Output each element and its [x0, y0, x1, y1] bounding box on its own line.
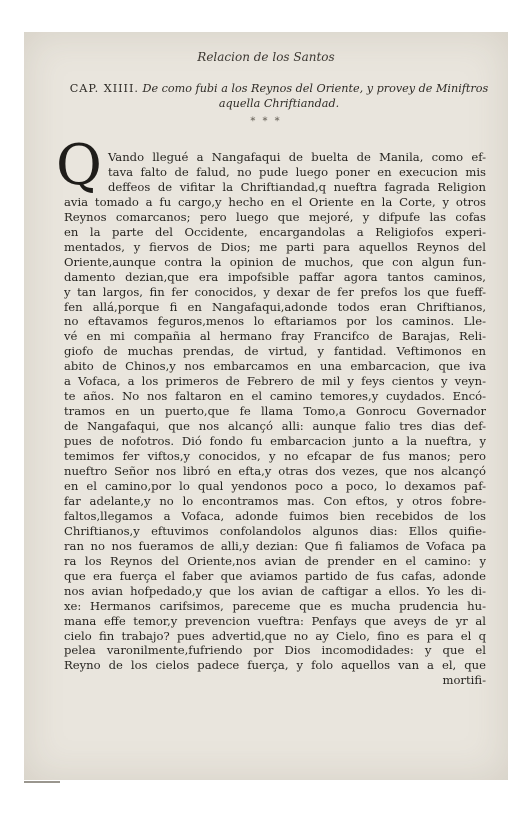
- text-line: y tan largos, fin fer conocidos, y dexar de fer prefos los que fueff-: [64, 284, 486, 299]
- text-line: Reyno de los cielos padece fuerça, y folo aquellos van a el, que: [64, 658, 486, 673]
- chapter-heading: [64, 81, 494, 111]
- text-line: ran no nos fueramos de alli,y dezian: Que fi faliamos de Vofaca pa: [64, 538, 486, 553]
- text-line: tava falto de falud, no pude luego poner en execucion mis: [108, 164, 486, 179]
- text-line: tramos en un puerto,que fe llama Tomo,a Gonrocu Governador: [64, 404, 486, 419]
- text-line: mentados, y fiervos de Dios; me parti para aquellos Reynos del: [64, 239, 486, 254]
- text-line: no eftavamos feguros,menos lo eftariamos por los caminos. Lle-: [64, 314, 486, 329]
- text-line: faltos,llegamos a Vofaca, adonde fuimos bien recebidos de los: [64, 508, 486, 523]
- scan-edge-mark: [24, 781, 60, 783]
- text-line: fen allá,porque fi en Nangafaqui,adonde todos eran Chriftianos,: [64, 299, 486, 314]
- text-line: damento dezian,que era impofsible paffar agora tantos caminos,: [64, 269, 486, 284]
- text-line: de Nangafaqui, que nos alcançó alli: aunque falio tres dias def-: [64, 419, 486, 434]
- text-line: en la parte del Occidente, encargandolas a Religiofos experi-: [64, 224, 486, 239]
- catchword: mortifi-: [442, 673, 486, 688]
- text-line: nueftro Señor nos libró en efta,y otras dos vezes, que nos alcançó: [64, 464, 486, 479]
- text-line: nos avian hofpedado,y que los avian de caftigar a ellos. Yo les di-: [64, 583, 486, 598]
- text-line: far adelante,y no lo encontramos mas. Con eftos, y otros fobre-: [64, 493, 486, 508]
- text-line: temimos fer viftos,y conocidos, y no efcapar de fus manos; pero: [64, 449, 486, 464]
- text-line: Reynos comarcanos; pero luego que mejoré, y difpufe las cofas: [64, 209, 486, 224]
- text-line: xe: Hermanos carifsimos, pareceme que es mucha prudencia hu-: [64, 598, 486, 613]
- text-line: que era fuerça el faber que aviamos partido de fus cafas, adonde: [64, 568, 486, 583]
- section-ornament: * * *: [250, 116, 282, 127]
- text-line: cielo fin trabajo? pues advertid,que no ay Cielo, fino es para el q: [64, 628, 486, 643]
- book-page: [24, 32, 508, 780]
- text-line: ra los Reynos del Oriente,nos avian de prender en el camino: y: [64, 553, 486, 568]
- text-line: pelea varonilmente,fufriendo por Dios incomodidades: y que el: [64, 643, 486, 658]
- text-line: a Vofaca, a los primeros de Febrero de mil y feys cientos y veyn-: [64, 374, 486, 389]
- text-line: Oriente,aunque contra la opinion de muchos, que con algun fun-: [64, 254, 486, 269]
- text-line: deffeos de vifitar la Chriftiandad,q nueftra fagrada Religion: [108, 179, 486, 194]
- text-line: te años. No nos faltaron en el camino temores,y cuydados. Encó-: [64, 389, 486, 404]
- text-line: giofo de muchas prendas, de virtud, y fantidad. Veftimonos en: [64, 344, 486, 359]
- running-title: Relacion de los Santos: [197, 50, 335, 64]
- text-line: abito de Chinos,y nos embarcamos en una embarcacion, que iva: [64, 359, 486, 374]
- text-line: avia tomado a fu cargo,y hecho en el Oriente en la Corte, y otros: [64, 194, 486, 209]
- text-line: en el camino,por lo qual yendonos poco a poco, lo dexamos paf-: [64, 478, 486, 493]
- text-line: mana effe temor,y prevencion vueftra: Penfays que aveys de yr al: [64, 613, 486, 628]
- text-line: vé en mi compañia al hermano fray Francifco de Barajas, Reli-: [64, 329, 486, 344]
- body-text: [64, 150, 486, 688]
- text-line: Chriftianos,y eftuvimos confolandolos algunos dias: Ellos quifie-: [64, 523, 486, 538]
- chapter-title: De como fubi a los Reynos del Oriente, y provey de Miniftros aquella Chriftiandad.: [142, 82, 489, 110]
- chapter-number: CAP. XIIII.: [69, 82, 139, 95]
- text-line: Vando llegué a Nangafaqui de buelta de Manila, como ef-: [108, 150, 486, 164]
- text-line: pues de nofotros. Dió fondo fu embarcacion junto a la nueftra, y: [64, 434, 486, 449]
- drop-cap: Q: [56, 133, 102, 198]
